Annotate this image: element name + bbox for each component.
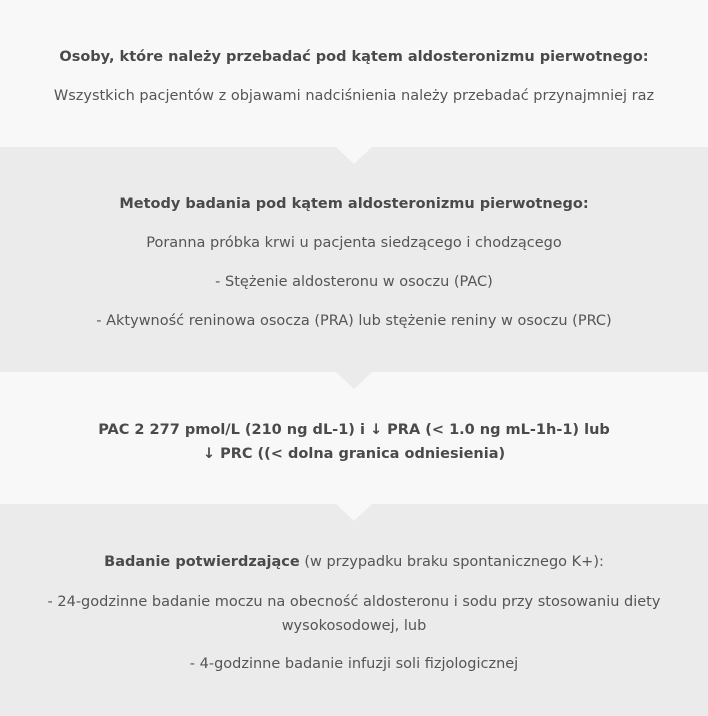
step-screening-methods <box>0 147 708 372</box>
step-who-to-screen <box>0 0 708 147</box>
step-4-line-2: wysokosodowej, lub <box>281 618 427 634</box>
step-2-line-2: - Stężenie aldosteronu w osoczu (PAC) <box>215 274 493 290</box>
step-confirmatory-test <box>0 504 708 716</box>
step-4-title-rest: (w przypadku braku spontanicznego K+): <box>299 554 604 570</box>
step-2-line-3: - Aktywność reninowa osocza (PRA) lub stężenie reniny w osoczu (PRC) <box>96 313 612 329</box>
step-2-line-1: Poranna próbka krwi u pacjenta siedzącego i chodzącego <box>146 235 562 251</box>
flow-arrow-notch <box>336 372 372 389</box>
step-4-line-3: - 4-godzinne badanie infuzji soli fizjologicznej <box>189 656 519 672</box>
step-4-title-bold: Badanie potwierdzające <box>104 554 300 570</box>
flow-arrow-notch <box>336 147 372 164</box>
step-1-title: Osoby, które należy przebadać pod kątem aldosteronizmu pierwotnego: <box>59 49 649 65</box>
step-1-text: Wszystkich pacjentów z objawami nadciśnienia należy przebadać przynajmniej raz <box>53 88 655 104</box>
step-4-title <box>20 550 688 574</box>
step-3-line-1: PAC 2 277 pmol/L (210 ng dL-1) i ↓ PRA (< 1.0 ng mL-1h-1) lub <box>98 422 610 438</box>
step-3-line-2: ↓ PRC ((< dolna granica odniesienia) <box>202 446 506 462</box>
step-2-title: Metody badania pod kątem aldosteronizmu pierwotnego: <box>119 196 589 212</box>
step-threshold-criteria <box>0 372 708 504</box>
flow-arrow-notch <box>336 504 372 521</box>
step-4-line-1: - 24-godzinne badanie moczu na obecność aldosteronu i sodu przy stosowaniu diety <box>47 594 661 610</box>
